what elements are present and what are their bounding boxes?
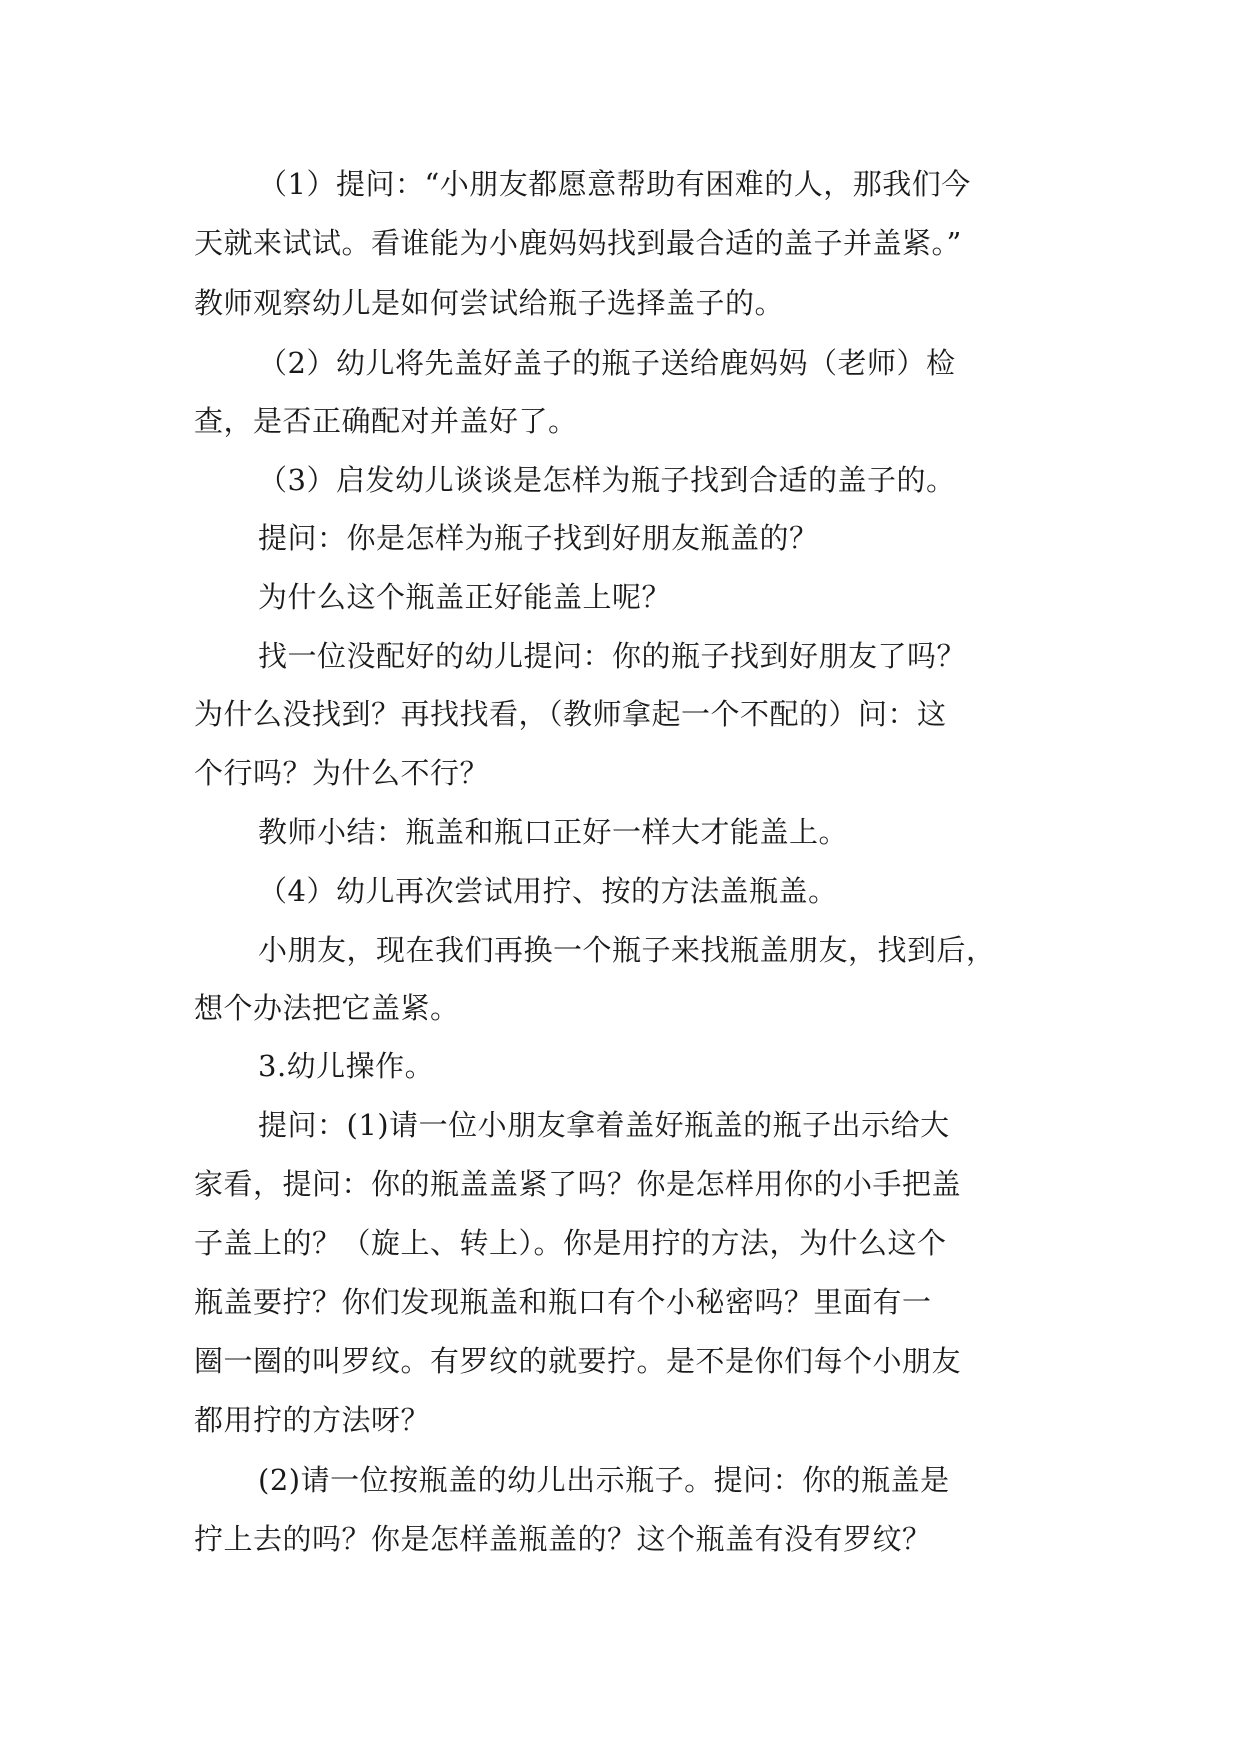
paragraph-line: 教师小结：瓶盖和瓶口正好一样大才能盖上。 <box>258 815 849 849</box>
paragraph-line: （2）幼儿将先盖好盖子的瓶子送给鹿妈妈（老师）检 <box>258 346 956 380</box>
paragraph-line: 为什么没找到？再找找看，（教师拿起一个不配的）问：这 <box>194 697 947 731</box>
paragraph-line: 找一位没配好的幼儿提问：你的瓶子找到好朋友了吗？ <box>258 639 967 673</box>
paragraph-line: 教师观察幼儿是如何尝试给瓶子选择盖子的。 <box>194 286 785 320</box>
paragraph-line: 拧上去的吗？你是怎样盖瓶盖的？这个瓶盖有没有罗纹？ <box>194 1522 932 1556</box>
paragraph-line: 小朋友，现在我们再换一个瓶子来找瓶盖朋友，找到后， <box>258 933 996 967</box>
paragraph-line: 子盖上的？（旋上、转上）。你是用拧的方法，为什么这个 <box>194 1226 947 1260</box>
paragraph-line: （3）启发幼儿谈谈是怎样为瓶子找到合适的盖子的。 <box>258 463 956 497</box>
paragraph-line: 为什么这个瓶盖正好能盖上呢？ <box>258 580 672 614</box>
paragraph-line: 瓶盖要拧？你们发现瓶盖和瓶口有个小秘密吗？里面有一 <box>194 1285 932 1319</box>
paragraph-line: (2)请一位按瓶盖的幼儿出示瓶子。提问：你的瓶盖是 <box>258 1463 950 1497</box>
paragraph-line: 个行吗？为什么不行？ <box>194 756 490 790</box>
paragraph-line: 都用拧的方法呀？ <box>194 1403 431 1437</box>
paragraph-line: （4）幼儿再次尝试用拧、按的方法盖瓶盖。 <box>258 874 838 908</box>
paragraph-line: 查，是否正确配对并盖好了。 <box>194 404 578 438</box>
paragraph-line: 提问：你是怎样为瓶子找到好朋友瓶盖的？ <box>258 521 819 555</box>
section-heading: 3.幼儿操作。 <box>258 1049 435 1083</box>
paragraph-line: 想个办法把它盖紧。 <box>194 991 460 1025</box>
paragraph-line: 天就来试试。看谁能为小鹿妈妈找到最合适的盖子并盖紧。” <box>194 226 962 260</box>
paragraph-line: （1）提问：“小朋友都愿意帮助有困难的人，那我们今 <box>258 167 971 201</box>
paragraph-line: 提问：(1)请一位小朋友拿着盖好瓶盖的瓶子出示给大 <box>258 1108 950 1142</box>
paragraph-line: 圈一圈的叫罗纹。有罗纹的就要拧。是不是你们每个小朋友 <box>194 1344 962 1378</box>
paragraph-line: 家看，提问：你的瓶盖盖紧了吗？你是怎样用你的小手把盖 <box>194 1167 962 1201</box>
